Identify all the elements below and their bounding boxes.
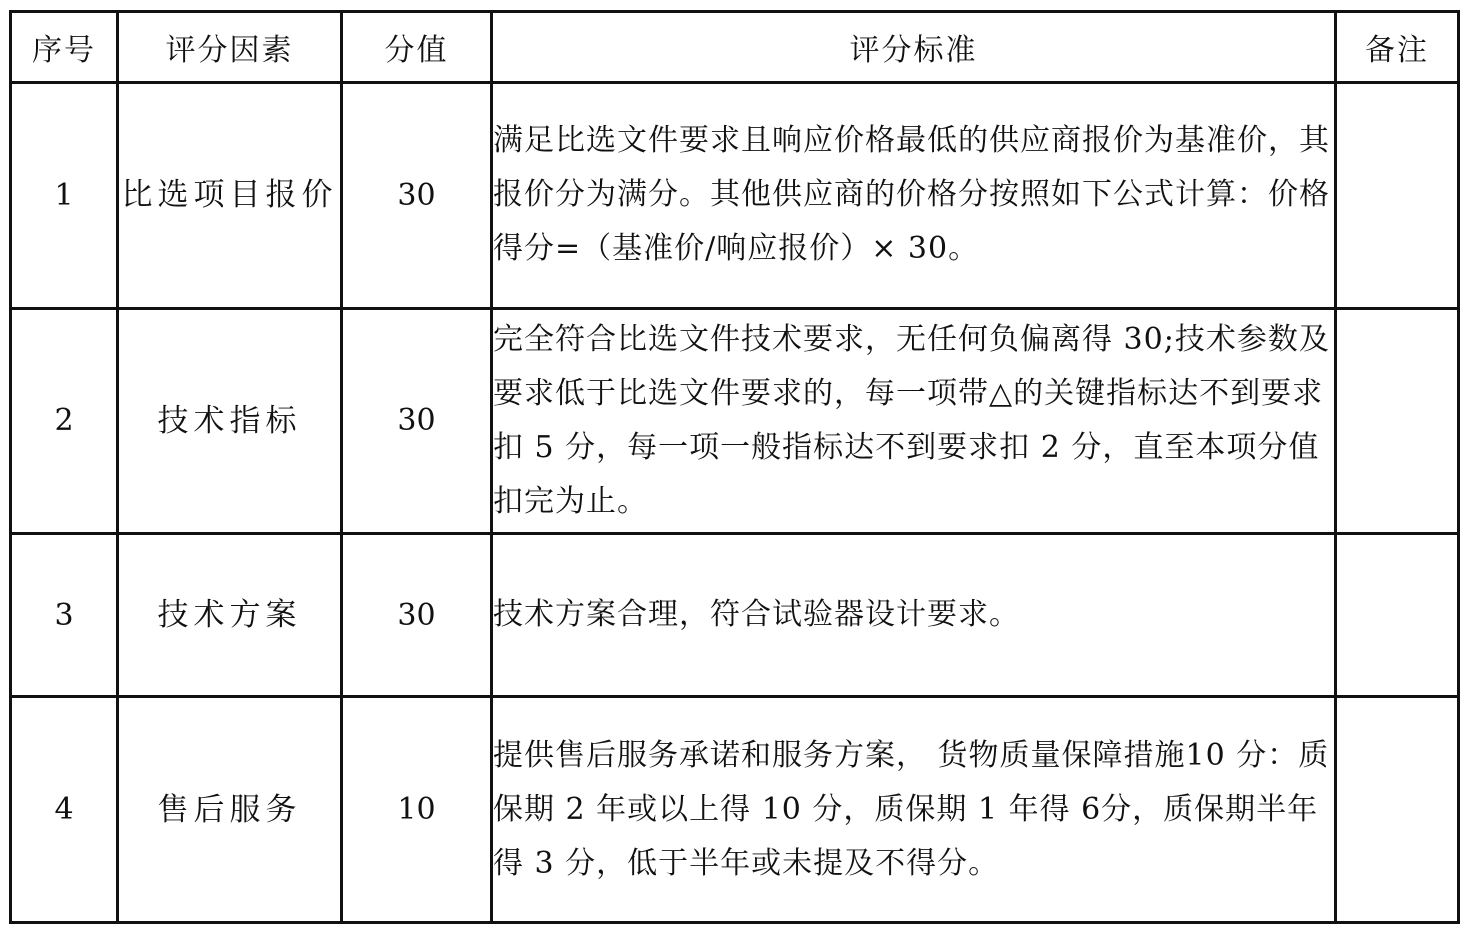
- scoring-factor: 技术指标: [118, 308, 342, 534]
- scoring-factor: 技术方案: [118, 534, 342, 697]
- header-score: 分值: [342, 12, 492, 83]
- scoring-standard: 技术方案合理，符合试验器设计要求。: [492, 534, 1336, 697]
- row-number: 3: [11, 534, 118, 697]
- header-row: [11, 12, 1459, 83]
- table-row: [11, 697, 1459, 923]
- remark-cell: [1336, 534, 1459, 697]
- remark-cell: [1336, 308, 1459, 534]
- scoring-standard: 满足比选文件要求且响应价格最低的供应商报价为基准价，其报价分为满分。其他供应商的价格分按照如下公式计算：价格得分=（基准价/响应报价）× 30。: [492, 83, 1336, 309]
- row-number: 4: [11, 697, 118, 923]
- scoring-factor: 售后服务: [118, 697, 342, 923]
- header-no: 序号: [11, 12, 118, 83]
- header-factor: 评分因素: [118, 12, 342, 83]
- table-row: [11, 308, 1459, 534]
- score-value: 30: [342, 534, 492, 697]
- score-value: 10: [342, 697, 492, 923]
- header-remark: 备注: [1336, 12, 1459, 83]
- scoring-factor: 比选项目报价: [118, 83, 342, 309]
- remark-cell: [1336, 83, 1459, 309]
- scoring-standard: 提供售后服务承诺和服务方案， 货物质量保障措施10 分：质保期 2 年或以上得 10 分，质保期 1 年得 6分，质保期半年得 3 分，低于半年或未提及不得分。: [492, 697, 1336, 923]
- scoring-standard: 完全符合比选文件技术要求，无任何负偏离得 30;技术参数及要求低于比选文件要求的，每一项带△的关键指标达不到要求扣 5 分，每一项一般指标达不到要求扣 2 分，直至本项分值扣完为止。: [492, 308, 1336, 534]
- row-number: 1: [11, 83, 118, 309]
- remark-cell: [1336, 697, 1459, 923]
- score-value: 30: [342, 308, 492, 534]
- header-standard: 评分标准: [492, 12, 1336, 83]
- table-row: [11, 83, 1459, 309]
- row-number: 2: [11, 308, 118, 534]
- scoring-table: [9, 10, 1460, 924]
- table-row: [11, 534, 1459, 697]
- score-value: 30: [342, 83, 492, 309]
